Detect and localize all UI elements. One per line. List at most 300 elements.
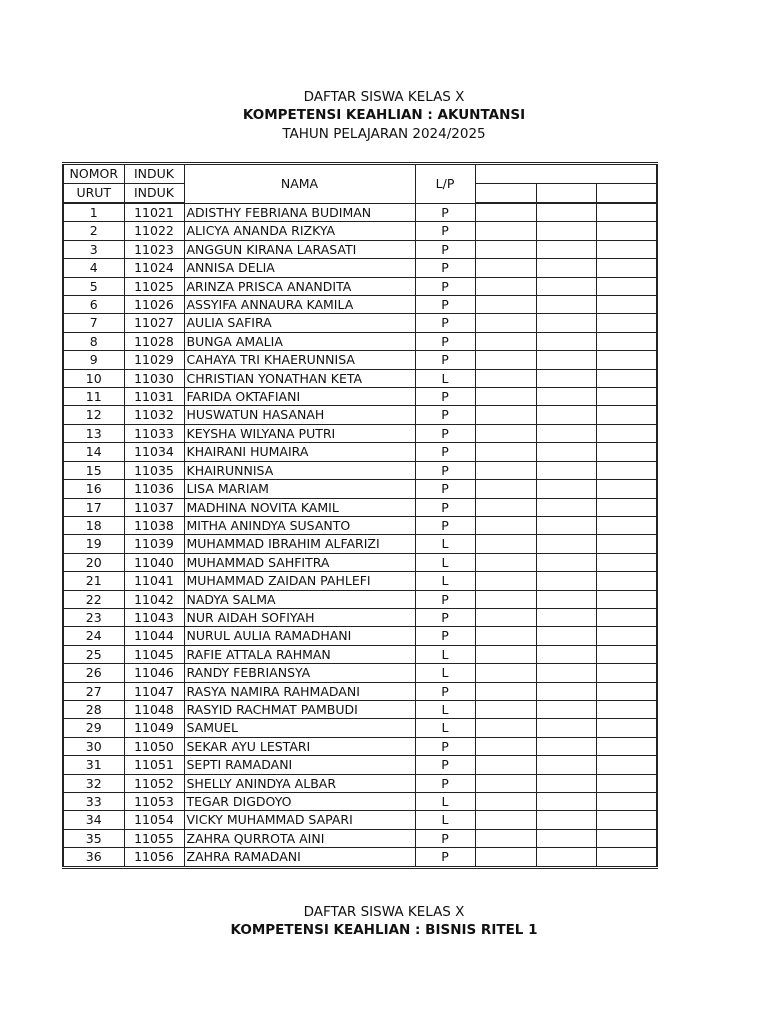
row-blank-cell: [596, 516, 657, 534]
row-number: 26: [63, 664, 124, 682]
row-nama: CHRISTIAN YONATHAN KETA: [184, 369, 415, 387]
header-blank-cell: [475, 184, 536, 204]
row-blank-cell: [536, 222, 596, 240]
row-nama: KHAIRANI HUMAIRA: [184, 443, 415, 461]
row-blank-cell: [536, 811, 596, 829]
row-blank-cell: [536, 664, 596, 682]
row-induk: 11048: [124, 700, 184, 718]
row-blank-cell: [596, 277, 657, 295]
row-blank-cell: [536, 314, 596, 332]
row-blank-cell: [536, 259, 596, 277]
row-blank-cell: [596, 590, 657, 608]
row-lp: P: [415, 627, 475, 645]
row-blank-cell: [475, 700, 536, 718]
row-lp: L: [415, 553, 475, 571]
row-lp: L: [415, 369, 475, 387]
row-blank-cell: [536, 296, 596, 314]
row-lp: P: [415, 351, 475, 369]
table-row: [63, 516, 657, 534]
row-blank-cell: [475, 240, 536, 258]
row-nama: NADYA SALMA: [184, 590, 415, 608]
row-induk: 11051: [124, 756, 184, 774]
row-blank-cell: [536, 240, 596, 258]
row-nama: ALICYA ANANDA RIZKYA: [184, 222, 415, 240]
table-header: [63, 164, 657, 204]
row-number: 29: [63, 719, 124, 737]
table-row: [63, 277, 657, 295]
row-nama: RAFIE ATTALA RAHMAN: [184, 645, 415, 663]
table-row: [63, 222, 657, 240]
row-induk: 11042: [124, 590, 184, 608]
row-number: 5: [63, 277, 124, 295]
row-blank-cell: [596, 203, 657, 222]
table-row: [63, 461, 657, 479]
row-blank-cell: [596, 774, 657, 792]
row-number: 10: [63, 369, 124, 387]
next-section-subtitle: KOMPETENSI KEAHLIAN : BISNIS RITEL 1: [230, 922, 538, 938]
row-number: 4: [63, 259, 124, 277]
header-blank-cell: [596, 184, 657, 204]
row-induk: 11028: [124, 332, 184, 350]
row-blank-cell: [536, 535, 596, 553]
row-blank-cell: [596, 608, 657, 626]
row-blank-cell: [475, 314, 536, 332]
row-nama: NUR AIDAH SOFIYAH: [184, 608, 415, 626]
table-row: [63, 774, 657, 792]
row-blank-cell: [536, 627, 596, 645]
header-lp: L/P: [415, 164, 475, 204]
table-row: [63, 572, 657, 590]
row-lp: L: [415, 535, 475, 553]
row-blank-cell: [596, 498, 657, 516]
row-nama: NURUL AULIA RAMADHANI: [184, 627, 415, 645]
table-row: [63, 535, 657, 553]
row-blank-cell: [475, 516, 536, 534]
table-row: [63, 388, 657, 406]
row-induk: 11038: [124, 516, 184, 534]
header-urut: URUT: [63, 184, 124, 204]
row-blank-cell: [596, 369, 657, 387]
row-number: 3: [63, 240, 124, 258]
row-number: 28: [63, 700, 124, 718]
row-blank-cell: [475, 498, 536, 516]
next-section-title: DAFTAR SISWA KELAS X: [303, 904, 465, 920]
row-blank-cell: [536, 793, 596, 811]
row-nama: ANGGUN KIRANA LARASATI: [184, 240, 415, 258]
row-blank-cell: [536, 682, 596, 700]
row-induk: 11056: [124, 848, 184, 867]
row-induk: 11026: [124, 296, 184, 314]
row-nama: ADISTHY FEBRIANA BUDIMAN: [184, 203, 415, 222]
row-blank-cell: [536, 774, 596, 792]
header-induk-bottom: INDUK: [124, 184, 184, 204]
row-blank-cell: [475, 424, 536, 442]
row-blank-cell: [596, 314, 657, 332]
row-blank-cell: [475, 756, 536, 774]
row-blank-cell: [475, 443, 536, 461]
row-lp: P: [415, 461, 475, 479]
table-row: [63, 756, 657, 774]
row-induk: 11043: [124, 608, 184, 626]
row-blank-cell: [536, 516, 596, 534]
row-lp: P: [415, 848, 475, 867]
row-lp: P: [415, 682, 475, 700]
row-number: 11: [63, 388, 124, 406]
row-number: 1: [63, 203, 124, 222]
row-induk: 11045: [124, 645, 184, 663]
row-blank-cell: [596, 756, 657, 774]
table-row: [63, 590, 657, 608]
table-row: [63, 443, 657, 461]
row-blank-cell: [536, 756, 596, 774]
row-induk: 11054: [124, 811, 184, 829]
row-lp: P: [415, 443, 475, 461]
row-nama: KEYSHA WILYANA PUTRI: [184, 424, 415, 442]
row-blank-cell: [536, 498, 596, 516]
row-induk: 11021: [124, 203, 184, 222]
row-number: 18: [63, 516, 124, 534]
row-induk: 11053: [124, 793, 184, 811]
row-blank-cell: [596, 351, 657, 369]
row-nama: ARINZA PRISCA ANANDITA: [184, 277, 415, 295]
row-lp: P: [415, 296, 475, 314]
row-blank-cell: [475, 406, 536, 424]
row-number: 32: [63, 774, 124, 792]
table-row: [63, 203, 657, 222]
row-blank-cell: [536, 572, 596, 590]
row-blank-cell: [596, 259, 657, 277]
table-row: [63, 480, 657, 498]
row-blank-cell: [596, 645, 657, 663]
row-induk: 11025: [124, 277, 184, 295]
row-blank-cell: [596, 848, 657, 867]
row-lp: P: [415, 240, 475, 258]
row-induk: 11022: [124, 222, 184, 240]
row-number: 8: [63, 332, 124, 350]
row-number: 12: [63, 406, 124, 424]
row-blank-cell: [475, 535, 536, 553]
student-table: [62, 162, 658, 869]
row-blank-cell: [475, 222, 536, 240]
row-blank-cell: [596, 829, 657, 847]
table-row: [63, 498, 657, 516]
row-nama: MADHINA NOVITA KAMIL: [184, 498, 415, 516]
table-row: [63, 811, 657, 829]
table-row: [63, 737, 657, 755]
row-blank-cell: [475, 203, 536, 222]
row-blank-cell: [536, 332, 596, 350]
row-nama: FARIDA OKTAFIANI: [184, 388, 415, 406]
table-row: [63, 700, 657, 718]
table-row: [63, 332, 657, 350]
row-blank-cell: [475, 737, 536, 755]
row-induk: 11046: [124, 664, 184, 682]
row-blank-cell: [596, 480, 657, 498]
header-induk-top: INDUK: [124, 164, 184, 184]
row-induk: 11055: [124, 829, 184, 847]
row-blank-cell: [596, 811, 657, 829]
row-blank-cell: [536, 848, 596, 867]
row-blank-cell: [596, 406, 657, 424]
row-lp: P: [415, 332, 475, 350]
row-lp: P: [415, 498, 475, 516]
row-nama: MUHAMMAD IBRAHIM ALFARIZI: [184, 535, 415, 553]
row-number: 19: [63, 535, 124, 553]
table-row: [63, 645, 657, 663]
row-lp: P: [415, 737, 475, 755]
row-blank-cell: [475, 480, 536, 498]
table-row: [63, 296, 657, 314]
row-lp: P: [415, 424, 475, 442]
row-induk: 11041: [124, 572, 184, 590]
row-blank-cell: [475, 829, 536, 847]
row-induk: 11052: [124, 774, 184, 792]
row-number: 30: [63, 737, 124, 755]
row-blank-cell: [536, 351, 596, 369]
row-induk: 11027: [124, 314, 184, 332]
row-blank-cell: [536, 443, 596, 461]
academic-year: TAHUN PELAJARAN 2024/2025: [282, 126, 486, 142]
table-row: [63, 240, 657, 258]
table-row: [63, 369, 657, 387]
row-lp: P: [415, 590, 475, 608]
table-row: [63, 424, 657, 442]
table-row: [63, 608, 657, 626]
row-lp: L: [415, 793, 475, 811]
row-induk: 11037: [124, 498, 184, 516]
row-blank-cell: [536, 700, 596, 718]
table-row: [63, 351, 657, 369]
table-row: [63, 664, 657, 682]
row-lp: P: [415, 203, 475, 222]
row-blank-cell: [596, 424, 657, 442]
table-row: [63, 793, 657, 811]
row-nama: HUSWATUN HASANAH: [184, 406, 415, 424]
row-blank-cell: [536, 277, 596, 295]
row-nama: ZAHRA QURROTA AINI: [184, 829, 415, 847]
table-row: [63, 848, 657, 867]
row-blank-cell: [596, 553, 657, 571]
row-number: 23: [63, 608, 124, 626]
row-lp: P: [415, 277, 475, 295]
row-nama: BUNGA AMALIA: [184, 332, 415, 350]
row-induk: 11034: [124, 443, 184, 461]
row-lp: P: [415, 314, 475, 332]
row-number: 35: [63, 829, 124, 847]
row-blank-cell: [475, 351, 536, 369]
row-blank-cell: [475, 719, 536, 737]
header-blank-merged: [475, 164, 657, 184]
row-blank-cell: [536, 388, 596, 406]
row-nama: ANNISA DELIA: [184, 259, 415, 277]
table-row: [63, 682, 657, 700]
row-blank-cell: [596, 222, 657, 240]
row-number: 13: [63, 424, 124, 442]
row-blank-cell: [475, 388, 536, 406]
row-nama: SAMUEL: [184, 719, 415, 737]
row-induk: 11023: [124, 240, 184, 258]
row-nama: RASYA NAMIRA RAHMADANI: [184, 682, 415, 700]
row-nama: ASSYIFA ANNAURA KAMILA: [184, 296, 415, 314]
row-blank-cell: [596, 296, 657, 314]
document-title: DAFTAR SISWA KELAS X: [303, 89, 465, 105]
row-nama: SEKAR AYU LESTARI: [184, 737, 415, 755]
row-lp: P: [415, 829, 475, 847]
row-blank-cell: [536, 203, 596, 222]
row-nama: VICKY MUHAMMAD SAPARI: [184, 811, 415, 829]
row-lp: P: [415, 480, 475, 498]
row-lp: L: [415, 664, 475, 682]
row-blank-cell: [596, 719, 657, 737]
header-nomor: NOMOR: [63, 164, 124, 184]
header-nama: NAMA: [184, 164, 415, 204]
table-row: [63, 829, 657, 847]
row-lp: L: [415, 700, 475, 718]
row-lp: P: [415, 608, 475, 626]
row-blank-cell: [536, 719, 596, 737]
row-induk: 11032: [124, 406, 184, 424]
row-blank-cell: [596, 332, 657, 350]
row-blank-cell: [475, 664, 536, 682]
row-induk: 11031: [124, 388, 184, 406]
row-blank-cell: [475, 296, 536, 314]
row-blank-cell: [596, 388, 657, 406]
document-subtitle: KOMPETENSI KEAHLIAN : AKUNTANSI: [242, 107, 526, 123]
table-row: [63, 314, 657, 332]
row-blank-cell: [475, 553, 536, 571]
table-row: [63, 406, 657, 424]
row-lp: P: [415, 388, 475, 406]
row-induk: 11036: [124, 480, 184, 498]
row-lp: P: [415, 222, 475, 240]
row-blank-cell: [475, 259, 536, 277]
table-row: [63, 553, 657, 571]
row-blank-cell: [596, 793, 657, 811]
row-blank-cell: [536, 829, 596, 847]
row-lp: L: [415, 811, 475, 829]
row-blank-cell: [475, 627, 536, 645]
row-number: 22: [63, 590, 124, 608]
row-induk: 11033: [124, 424, 184, 442]
row-nama: MITHA ANINDYA SUSANTO: [184, 516, 415, 534]
row-blank-cell: [536, 369, 596, 387]
row-lp: P: [415, 774, 475, 792]
row-blank-cell: [596, 443, 657, 461]
row-lp: P: [415, 516, 475, 534]
row-nama: SEPTI RAMADANI: [184, 756, 415, 774]
row-nama: MUHAMMAD SAHFITRA: [184, 553, 415, 571]
row-nama: CAHAYA TRI KHAERUNNISA: [184, 351, 415, 369]
row-induk: 11050: [124, 737, 184, 755]
row-blank-cell: [475, 332, 536, 350]
row-nama: RASYID RACHMAT PAMBUDI: [184, 700, 415, 718]
table-row: [63, 259, 657, 277]
row-blank-cell: [596, 240, 657, 258]
row-blank-cell: [475, 811, 536, 829]
row-blank-cell: [536, 406, 596, 424]
row-lp: L: [415, 645, 475, 663]
row-blank-cell: [475, 774, 536, 792]
row-number: 16: [63, 480, 124, 498]
row-blank-cell: [596, 461, 657, 479]
table-row: [63, 719, 657, 737]
row-number: 14: [63, 443, 124, 461]
row-nama: LISA MARIAM: [184, 480, 415, 498]
row-blank-cell: [536, 645, 596, 663]
row-induk: 11030: [124, 369, 184, 387]
row-number: 27: [63, 682, 124, 700]
row-number: 9: [63, 351, 124, 369]
header-blank-cell: [536, 184, 596, 204]
row-blank-cell: [536, 608, 596, 626]
table-row: [63, 627, 657, 645]
row-nama: KHAIRUNNISA: [184, 461, 415, 479]
row-number: 17: [63, 498, 124, 516]
row-number: 20: [63, 553, 124, 571]
row-lp: P: [415, 756, 475, 774]
row-blank-cell: [596, 627, 657, 645]
row-nama: ZAHRA RAMADANI: [184, 848, 415, 867]
row-induk: 11047: [124, 682, 184, 700]
row-lp: P: [415, 406, 475, 424]
row-blank-cell: [475, 461, 536, 479]
row-induk: 11029: [124, 351, 184, 369]
row-blank-cell: [475, 572, 536, 590]
row-blank-cell: [536, 590, 596, 608]
row-blank-cell: [596, 664, 657, 682]
row-blank-cell: [475, 369, 536, 387]
row-lp: L: [415, 572, 475, 590]
row-blank-cell: [596, 682, 657, 700]
row-induk: 11040: [124, 553, 184, 571]
row-blank-cell: [475, 793, 536, 811]
row-induk: 11035: [124, 461, 184, 479]
row-blank-cell: [596, 737, 657, 755]
row-blank-cell: [596, 535, 657, 553]
row-number: 2: [63, 222, 124, 240]
row-number: 36: [63, 848, 124, 867]
row-nama: AULIA SAFIRA: [184, 314, 415, 332]
row-blank-cell: [536, 480, 596, 498]
row-nama: RANDY FEBRIANSYA: [184, 664, 415, 682]
row-induk: 11024: [124, 259, 184, 277]
row-induk: 11049: [124, 719, 184, 737]
row-number: 33: [63, 793, 124, 811]
row-nama: SHELLY ANINDYA ALBAR: [184, 774, 415, 792]
row-blank-cell: [536, 461, 596, 479]
row-lp: P: [415, 259, 475, 277]
row-number: 15: [63, 461, 124, 479]
row-number: 31: [63, 756, 124, 774]
row-blank-cell: [475, 848, 536, 867]
row-number: 7: [63, 314, 124, 332]
row-nama: TEGAR DIGDOYO: [184, 793, 415, 811]
row-blank-cell: [475, 590, 536, 608]
row-blank-cell: [596, 700, 657, 718]
row-number: 6: [63, 296, 124, 314]
row-blank-cell: [475, 645, 536, 663]
row-blank-cell: [536, 424, 596, 442]
row-induk: 11044: [124, 627, 184, 645]
table-body: [63, 203, 657, 867]
row-number: 34: [63, 811, 124, 829]
row-number: 25: [63, 645, 124, 663]
row-nama: MUHAMMAD ZAIDAN PAHLEFI: [184, 572, 415, 590]
row-number: 24: [63, 627, 124, 645]
row-lp: L: [415, 719, 475, 737]
row-blank-cell: [475, 682, 536, 700]
row-blank-cell: [536, 553, 596, 571]
